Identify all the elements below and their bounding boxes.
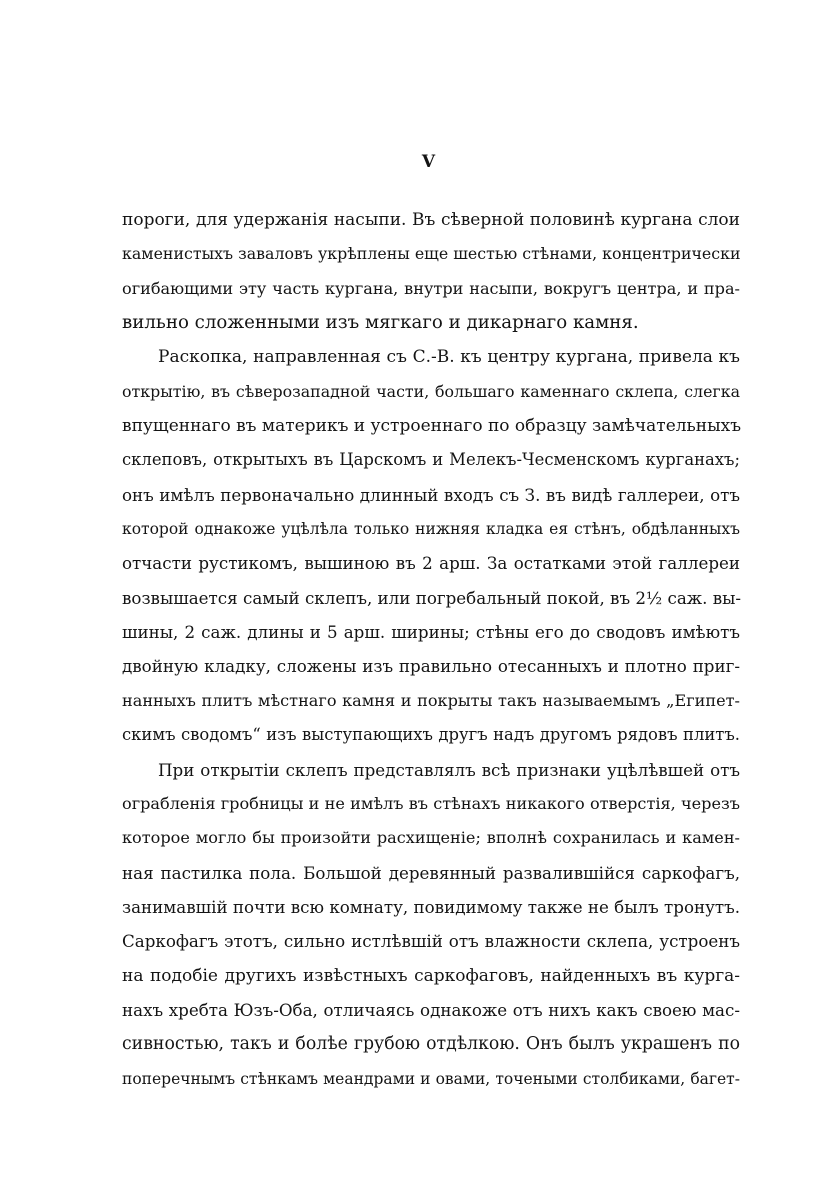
text-line: занимавшій почти всю комнату, повидимому также не былъ тронутъ. (122, 896, 741, 917)
text-line: шины, 2 саж. длины и 5 арш. ширины; стѣны его до сводовъ имѣютъ (122, 622, 740, 643)
text-line: которое могло бы произойти расхищеніе; вполнѣ сохранилась и камен- (122, 828, 740, 848)
paragraph (122, 203, 740, 340)
text-line: онъ имѣлъ первоначально длинный входъ съ З. въ видѣ галлереи, отъ (122, 484, 740, 505)
paragraph (122, 753, 740, 1096)
body-text (122, 203, 740, 1096)
text-line: скимъ сводомъ“ изъ выступающихъ другъ надъ другомъ рядовъ плитъ. (122, 725, 740, 745)
text-line: ограбленія гробницы и не имѣлъ въ стѣнахъ никакого отверстія, черезъ (122, 793, 740, 813)
text-line: двойную кладку, сложены изъ правильно отесанныхъ и плотно приг- (122, 656, 740, 677)
page-number: V (421, 152, 437, 172)
text-line: нахъ хребта Юзъ-Оба, отличаясь однакоже отъ нихъ какъ своею мас- (122, 999, 740, 1020)
text-line: поперечнымъ стѣнкамъ меандрами и овами, точеными столбиками, багет- (122, 1069, 740, 1088)
text-line: сивностью, такъ и болѣе грубою отдѣлкою. Онъ былъ украшенъ по (122, 1034, 740, 1055)
text-line: каменистыхъ заваловъ укрѣплены еще шестью стѣнами, концентрически (122, 244, 741, 264)
text-line: открытію, въ сѣверозападной части, большаго каменнаго склепа, слегка (122, 381, 740, 401)
text-line: ная пастилка пола. Большой деревянный развалившійся саркофагъ, (122, 862, 740, 883)
text-line: огибающими эту часть кургана, внутри насыпи, вокругъ центра, и пра- (122, 278, 740, 298)
text-line: отчасти рустикомъ, вышиною въ 2 арш. За остатками этой галлереи (122, 553, 740, 574)
text-line: Саркофагъ этотъ, сильно истлѣвшій отъ влажности склепа, устроенъ (122, 931, 740, 952)
text-line: возвышается самый склепъ, или погребальный покой, въ 2½ саж. вы- (122, 587, 742, 608)
text-line: вильно сложенными изъ мягкаго и дикарнаго камня. (122, 312, 639, 334)
text-line: Раскопка, направленная съ С.-В. къ центру кургана, привела къ (158, 347, 740, 368)
text-line: впущеннаго въ материкъ и устроеннаго по образцу замѣчательныхъ (122, 416, 742, 437)
paragraph (122, 340, 740, 752)
text-line: которой однакоже уцѣлѣла только нижняя кладка ея стѣнъ, обдѣланныхъ (122, 520, 740, 539)
text-line: нанныхъ плитъ мѣстнаго камня и покрыты такъ называемымъ „Египет- (122, 690, 740, 710)
text-line: на подобіе другихъ извѣстныхъ саркофаговъ, найденныхъ въ курга- (122, 965, 740, 986)
text-line: При открытіи склепъ представлялъ всѣ признаки уцѣлѣвшей отъ (158, 759, 740, 780)
text-line: пороги, для удержанія насыпи. Въ сѣверной половинѣ кургана слои (122, 210, 740, 230)
text-line: склеповъ, открытыхъ въ Царскомъ и Мелекъ-Чесменскомъ курганахъ; (122, 450, 740, 470)
